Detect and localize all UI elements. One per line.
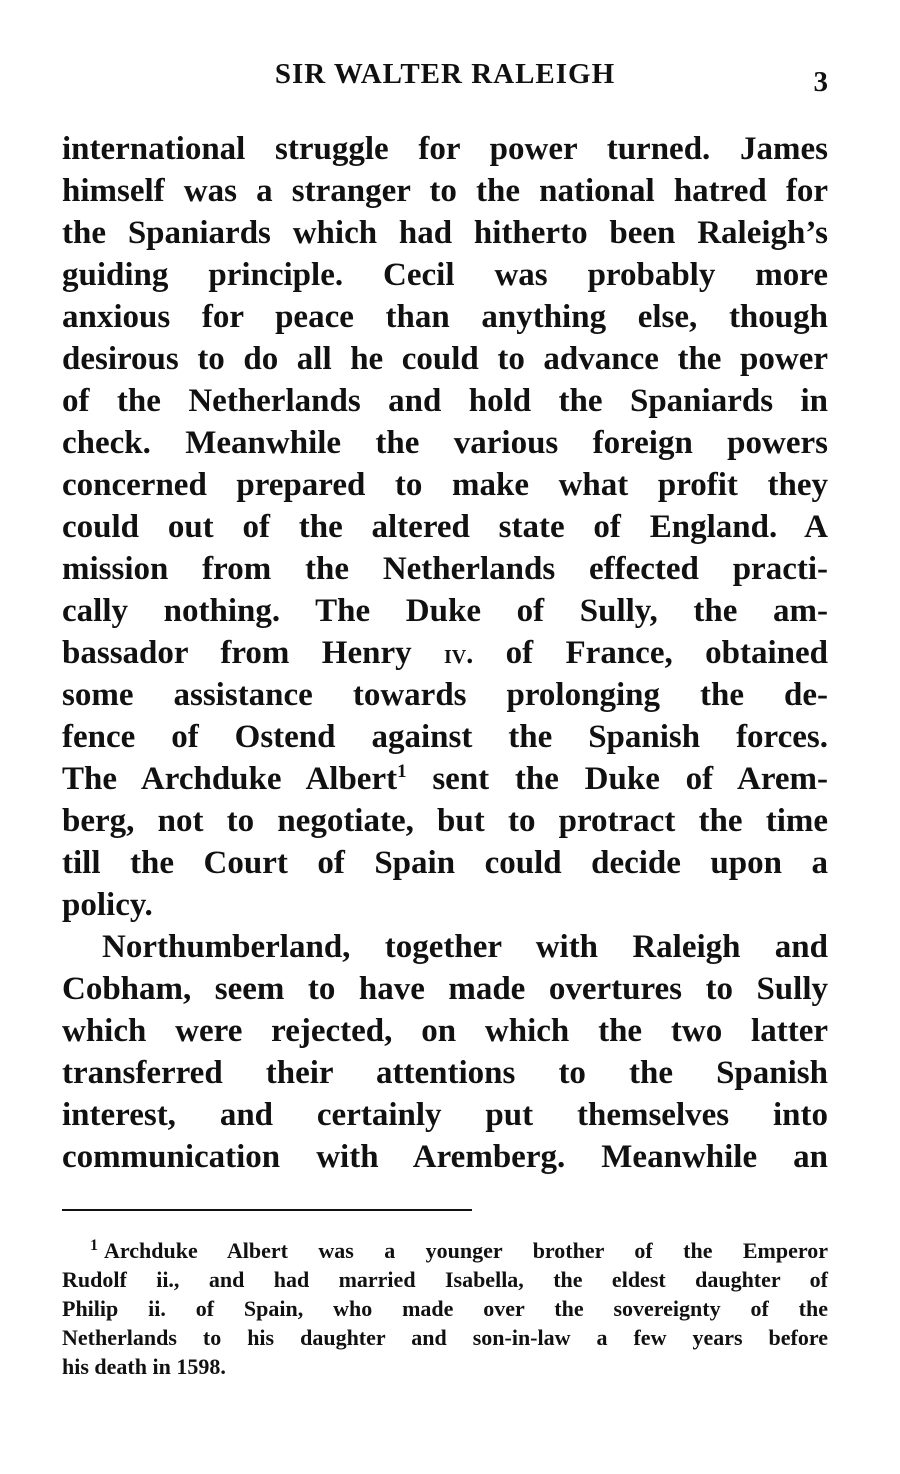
text-segment: of France, obtained	[473, 635, 828, 671]
text-line: fence of Ostend against the Spanish forces.	[62, 719, 828, 755]
text-line: till the Court of Spain could decide upon a	[62, 845, 828, 881]
text-segment: sent the Duke of Arem-	[406, 761, 829, 797]
footnote-line: Philip ii. of Spain, who made over the sovereignty of the	[62, 1296, 828, 1321]
body-text	[62, 128, 828, 1178]
text-line: Cobham, seem to have made overtures to Sully	[62, 971, 828, 1007]
running-head	[62, 58, 828, 104]
footnote-line	[62, 1236, 828, 1265]
text-line: some assistance towards prolonging the de-	[62, 677, 828, 713]
footnote-divider	[62, 1209, 472, 1211]
footnote-text: Archduke Albert was a younger brother of the Emperor	[104, 1238, 828, 1263]
text-line: transferred their attentions to the Spanish	[62, 1055, 828, 1091]
footnote-reference[interactable]: 1	[397, 761, 407, 782]
text-line: check. Meanwhile the various foreign powers	[62, 425, 828, 461]
text-line: policy.	[62, 887, 153, 923]
page-number: 3	[813, 66, 828, 98]
text-line: himself was a stranger to the national hatred for	[62, 173, 828, 209]
text-line: anxious for peace than anything else, though	[62, 299, 828, 335]
text-line: could out of the altered state of England. A	[62, 509, 828, 545]
text-line: mission from the Netherlands effected practi-	[62, 551, 828, 587]
text-line: of the Netherlands and hold the Spaniards in	[62, 383, 828, 419]
text-line	[62, 758, 828, 800]
regnal-number: iv.	[444, 639, 474, 670]
running-title: SIR WALTER RALEIGH	[274, 58, 616, 90]
text-line: communication with Aremberg. Meanwhile an	[62, 1139, 828, 1175]
footnote-line: Rudolf ii., and had married Isabella, the eldest daughter of	[62, 1267, 828, 1292]
text-segment: The Archduke Albert	[62, 761, 398, 797]
footnote-line: Netherlands to his daughter and son-in-law a few years before	[62, 1325, 828, 1350]
text-line: Northumberland, together with Raleigh and	[102, 929, 828, 965]
text-segment: bassador from Henry	[62, 635, 444, 671]
text-line: concerned prepared to make what profit they	[62, 467, 828, 503]
text-line: desirous to do all he could to advance the power	[62, 341, 828, 377]
text-line: cally nothing. The Duke of Sully, the am-	[62, 593, 828, 629]
text-line	[62, 632, 828, 674]
text-line: international struggle for power turned. James	[62, 131, 828, 167]
text-line: which were rejected, on which the two latter	[62, 1013, 828, 1049]
text-line: berg, not to negotiate, but to protract the time	[62, 803, 828, 839]
text-line: interest, and certainly put themselves into	[62, 1097, 828, 1133]
footnote-marker: 1	[90, 1236, 98, 1254]
text-line: guiding principle. Cecil was probably more	[62, 257, 828, 293]
footnotes	[62, 1236, 828, 1381]
text-line: the Spaniards which had hitherto been Raleigh’s	[62, 215, 828, 251]
footnote-line: his death in 1598.	[62, 1354, 226, 1379]
